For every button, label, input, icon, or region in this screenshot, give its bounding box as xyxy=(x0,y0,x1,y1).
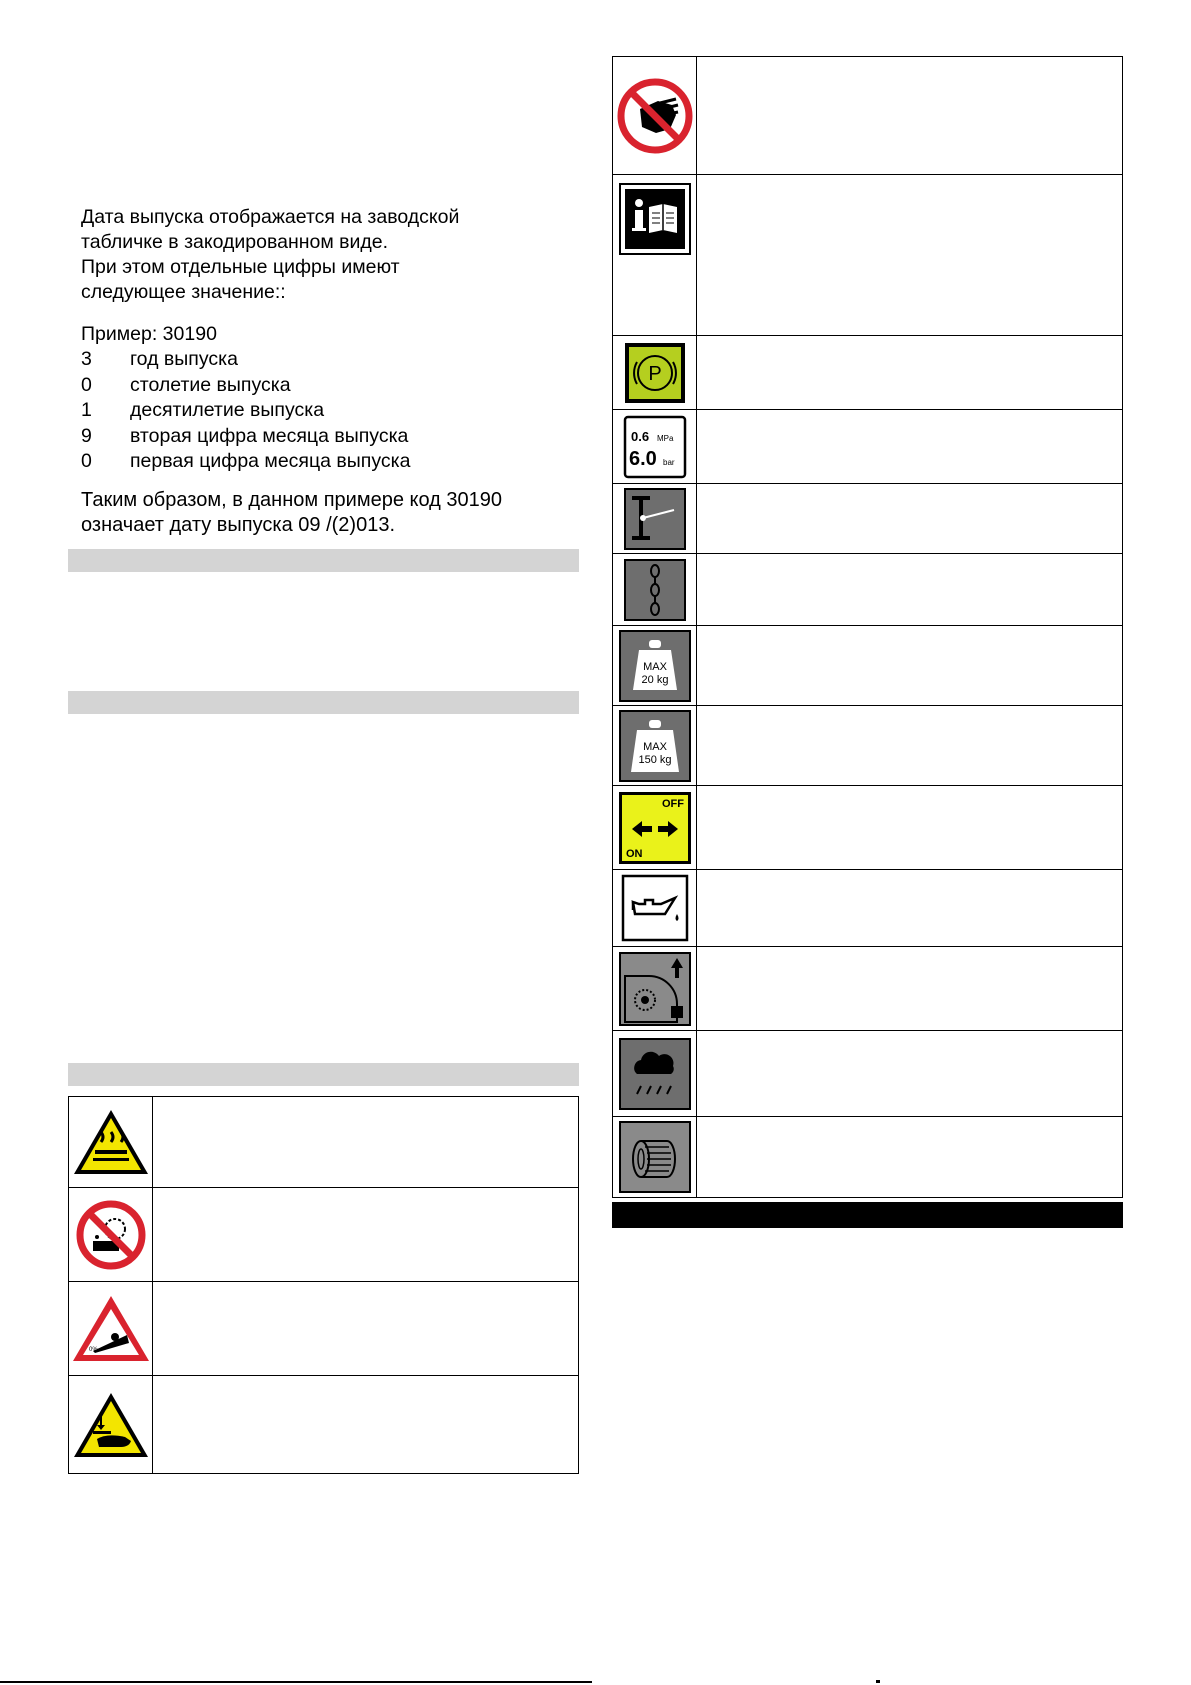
no-hand-contact-icon xyxy=(616,77,694,155)
warning-symbols-table xyxy=(68,1096,579,1474)
description-cell xyxy=(697,626,1123,706)
example-row xyxy=(81,398,601,424)
section-bar xyxy=(68,691,579,714)
dust-rain-filter-icon xyxy=(619,1038,691,1110)
example-row xyxy=(81,347,601,373)
read-manual-icon xyxy=(619,183,691,255)
switch-off-label: OFF xyxy=(661,797,684,810)
table-row xyxy=(69,1376,579,1474)
example-block xyxy=(81,322,601,475)
section-bar-dark xyxy=(612,1202,1123,1228)
description-cell xyxy=(697,57,1123,175)
example-row xyxy=(81,424,601,450)
table-row xyxy=(613,706,1123,786)
table-row xyxy=(613,947,1123,1031)
table-row xyxy=(613,786,1123,870)
jack-point-icon xyxy=(624,488,686,550)
description-cell xyxy=(153,1376,579,1474)
icon-cell xyxy=(69,1097,153,1188)
icon-cell xyxy=(613,626,697,706)
tipping-hazard-warning-icon xyxy=(71,1293,151,1365)
example-meaning: год выпуска xyxy=(130,348,238,370)
description-cell xyxy=(697,484,1123,554)
table-row xyxy=(613,484,1123,554)
description-cell xyxy=(697,870,1123,947)
conclusion-line: Таким образом, в данном примере код 30190 xyxy=(81,489,502,511)
intro-line: Дата выпуска отображается на заводской xyxy=(81,206,460,228)
table-row xyxy=(69,1282,579,1376)
example-row xyxy=(81,449,601,475)
description-cell xyxy=(697,786,1123,870)
table-row xyxy=(613,410,1123,484)
icon-cell xyxy=(69,1376,153,1474)
max20-label: MAX xyxy=(642,660,667,673)
conclusion-line: означает дату выпуска 09 /(2)013. xyxy=(81,514,396,536)
description-cell xyxy=(697,410,1123,484)
description-cell xyxy=(697,175,1123,336)
example-digit: 0 xyxy=(81,373,92,396)
icon-cell xyxy=(613,870,697,947)
description-cell xyxy=(697,1117,1123,1198)
icon-cell xyxy=(613,554,697,626)
on-off-switch-icon xyxy=(618,791,692,865)
icon-cell xyxy=(613,1031,697,1117)
parking-brake-icon xyxy=(624,342,686,404)
footer-rule xyxy=(0,1681,592,1683)
section-bar xyxy=(68,1063,579,1086)
hand-crush-warning-icon xyxy=(71,1389,151,1461)
max-load-20kg-icon xyxy=(619,630,691,702)
pressure-mpa-value: 0.6 xyxy=(630,428,649,444)
engine-oil-icon xyxy=(621,874,689,942)
example-digit: 3 xyxy=(81,348,92,370)
section-bar xyxy=(68,549,579,572)
icon-cell xyxy=(613,484,697,554)
description-cell xyxy=(153,1097,579,1188)
table-row xyxy=(613,175,1123,336)
icon-cell xyxy=(613,786,697,870)
main-broom-icon xyxy=(619,1121,691,1193)
example-heading: Пример: 30190 xyxy=(81,323,217,345)
table-row xyxy=(69,1097,579,1188)
description-cell xyxy=(697,1031,1123,1117)
icon-cell xyxy=(613,336,697,410)
example-meaning: столетие выпуска xyxy=(130,373,291,396)
brush-raise-icon xyxy=(619,952,691,1026)
icon-cell xyxy=(69,1188,153,1282)
icon-cell xyxy=(613,706,697,786)
icon-cell xyxy=(613,947,697,1031)
parking-letter: P xyxy=(647,362,662,385)
max150-weight: 150 kg xyxy=(637,753,672,766)
icon-cell xyxy=(613,410,697,484)
intro-paragraph xyxy=(81,205,581,305)
intro-line: При этом отдельные цифры имеют xyxy=(81,256,400,278)
description-cell xyxy=(697,947,1123,1031)
example-row xyxy=(81,373,601,399)
description-cell xyxy=(153,1282,579,1376)
tire-pressure-icon xyxy=(623,415,687,479)
example-digit: 1 xyxy=(81,399,92,421)
description-cell xyxy=(697,706,1123,786)
pressure-bar-value: 6.0 xyxy=(628,447,657,470)
max-load-150kg-icon xyxy=(619,710,691,782)
hot-surface-warning-icon xyxy=(71,1106,151,1178)
table-row xyxy=(613,870,1123,947)
table-row xyxy=(69,1188,579,1282)
description-cell xyxy=(697,336,1123,410)
no-open-flame-battery-icon xyxy=(75,1199,147,1271)
table-row xyxy=(613,1117,1123,1198)
icon-cell xyxy=(613,57,697,175)
example-digit: 9 xyxy=(81,424,92,447)
description-cell xyxy=(153,1188,579,1282)
table-row xyxy=(613,1031,1123,1117)
pressure-mpa-unit: MPa xyxy=(656,433,673,443)
footer-rule-mark xyxy=(876,1680,880,1683)
max150-label: MAX xyxy=(642,740,667,753)
example-meaning: вторая цифра месяца выпуска xyxy=(130,424,409,447)
lashing-point-icon xyxy=(624,559,686,621)
example-digit: 0 xyxy=(81,450,92,472)
tilt-percent-label: 0% xyxy=(88,1346,98,1353)
table-row xyxy=(613,554,1123,626)
operation-symbols-table xyxy=(612,56,1123,1198)
example-conclusion xyxy=(81,488,601,538)
icon-cell xyxy=(69,1282,153,1376)
example-meaning: десятилетие выпуска xyxy=(130,399,325,421)
switch-on-label: ON xyxy=(625,847,642,860)
description-cell xyxy=(697,554,1123,626)
table-row xyxy=(613,57,1123,175)
pressure-bar-unit: bar xyxy=(662,457,675,467)
table-row xyxy=(613,626,1123,706)
max20-weight: 20 kg xyxy=(641,673,668,686)
icon-cell xyxy=(613,175,697,336)
table-row xyxy=(613,336,1123,410)
example-meaning: первая цифра месяца выпуска xyxy=(130,450,411,472)
intro-line: табличке в закодированном виде. xyxy=(81,231,389,253)
intro-line: следующее значение:: xyxy=(81,281,286,303)
icon-cell xyxy=(613,1117,697,1198)
